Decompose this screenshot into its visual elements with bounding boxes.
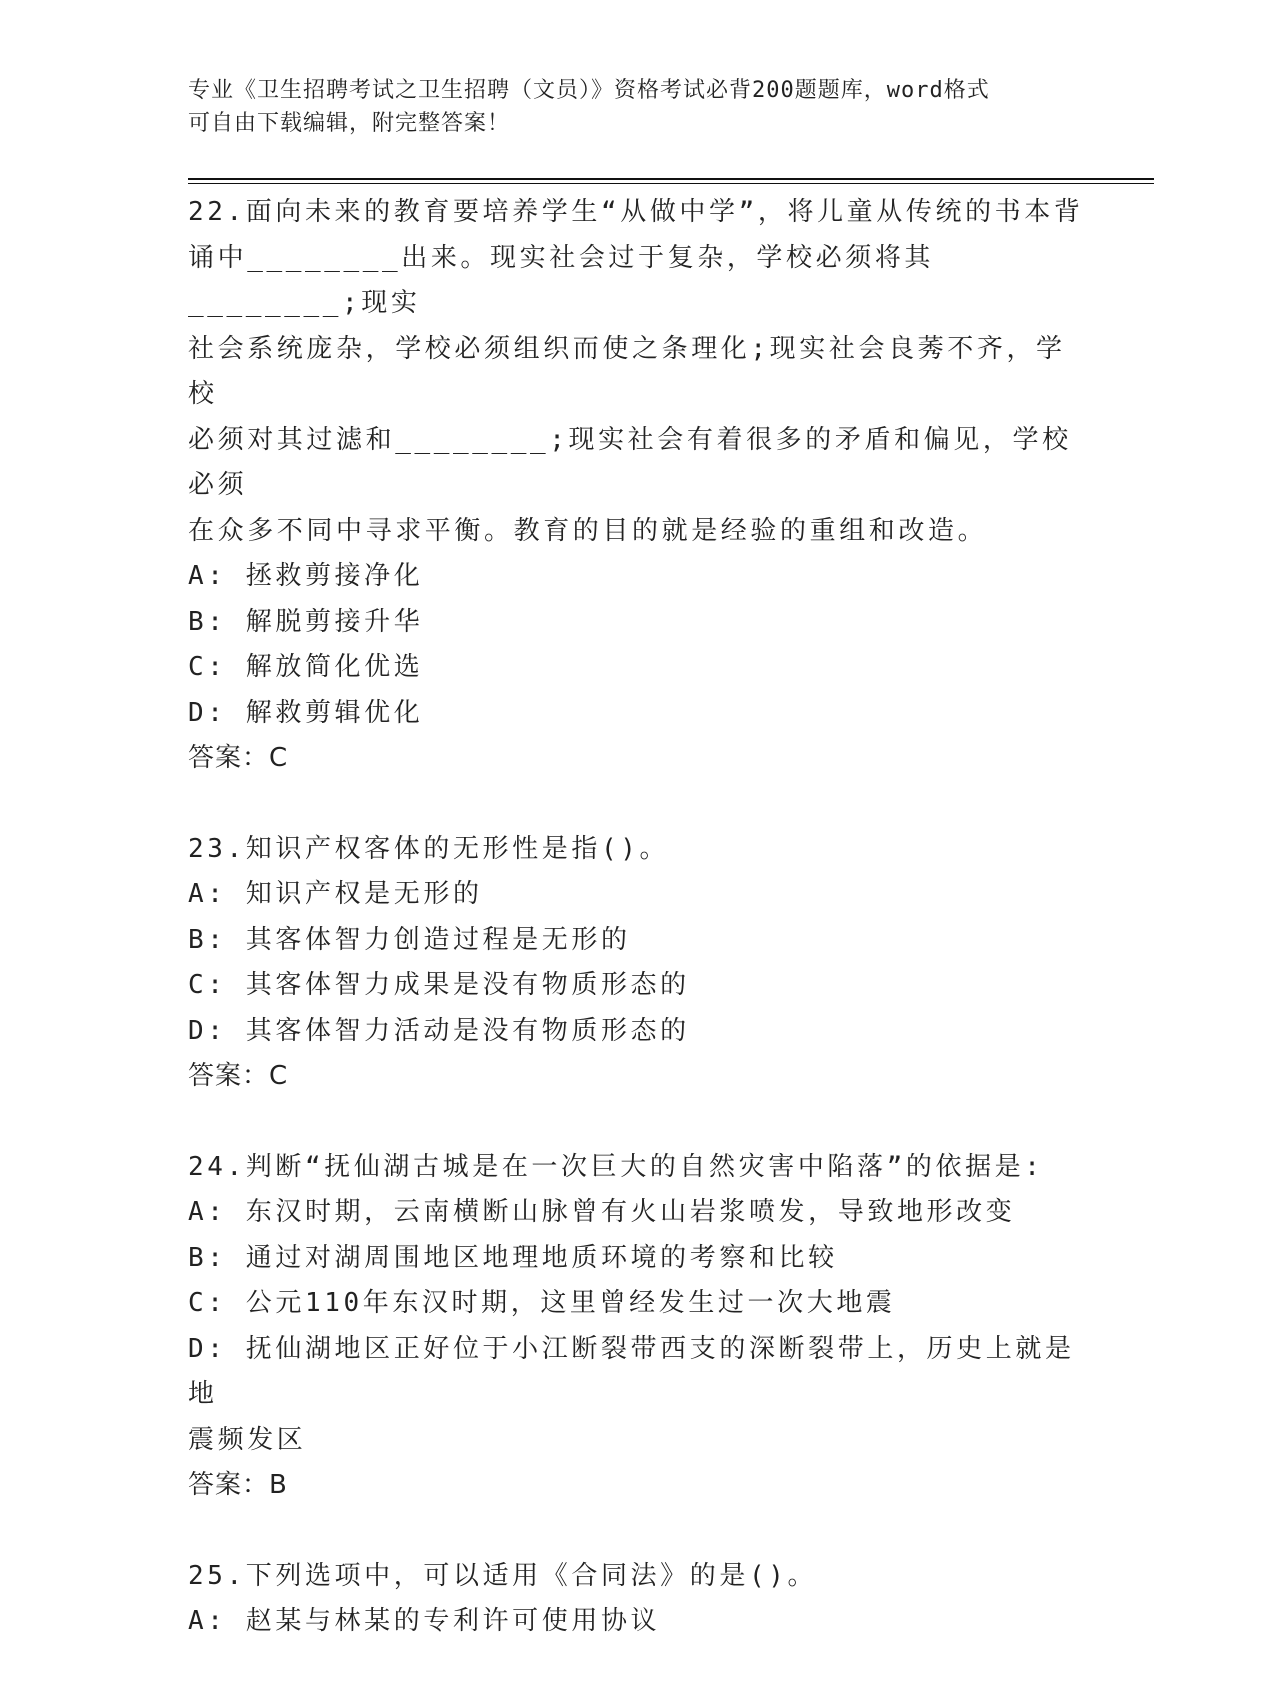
option-d-continued: 震频发区 bbox=[188, 1424, 307, 1455]
question-stem-line: 在众多不同中寻求平衡。教育的目的就是经验的重组和改造。 bbox=[188, 515, 988, 546]
answer-label: 答案：B bbox=[188, 1470, 288, 1500]
question-list bbox=[188, 190, 1088, 1690]
option-a: A: 知识产权是无形的 bbox=[188, 879, 483, 909]
option-c: C: 公元110年东汉时期，这里曾经发生过一次大地震 bbox=[188, 1288, 896, 1318]
question-stem-line: 必须对其过滤和________;现实社会有着很多的矛盾和偏见，学校必须 bbox=[188, 424, 1072, 500]
header-divider-thick bbox=[188, 178, 1154, 180]
option-c: C: 解放简化优选 bbox=[188, 652, 424, 682]
answer-label: 答案：C bbox=[188, 1061, 289, 1091]
option-b: B: 解脱剪接升华 bbox=[188, 606, 424, 637]
question-stem-line: 22.面向未来的教育要培养学生“从做中学”，将儿童从传统的书本背 bbox=[188, 197, 1084, 227]
option-b: B: 其客体智力创造过程是无形的 bbox=[188, 924, 631, 955]
question-22 bbox=[188, 190, 1088, 782]
option-a: A: 东汉时期，云南横断山脉曾有火山岩浆喷发，导致地形改变 bbox=[188, 1197, 1016, 1227]
question-23 bbox=[188, 827, 1088, 1100]
option-b: B: 通过对湖周围地区地理地质环境的考察和比较 bbox=[188, 1242, 838, 1273]
question-stem-line: 社会系统庞杂，学校必须组织而使之条理化;现实社会良莠不齐，学校 bbox=[188, 333, 1066, 409]
option-c: C: 其客体智力成果是没有物质形态的 bbox=[188, 970, 690, 1000]
question-stem-line: 25.下列选项中，可以适用《合同法》的是()。 bbox=[188, 1560, 818, 1591]
option-a: A: 拯救剪接净化 bbox=[188, 561, 424, 591]
option-d: D: 解救剪辑优化 bbox=[188, 697, 424, 728]
option-a: A: 赵某与林某的专利许可使用协议 bbox=[188, 1606, 661, 1636]
question-stem-line: 23.知识产权客体的无形性是指()。 bbox=[188, 833, 670, 864]
header-divider-thin bbox=[188, 183, 1154, 184]
question-stem-line: 诵中________出来。现实社会过于复杂，学校必须将其________;现实 bbox=[188, 242, 935, 318]
document-header: 专业《卫生招聘考试之卫生招聘（文员）》资格考试必背200题题库，word格式 可自由下载编辑，附完整答案！ bbox=[188, 78, 990, 136]
question-24 bbox=[188, 1145, 1088, 1509]
option-d: D: 其客体智力活动是没有物质形态的 bbox=[188, 1015, 690, 1046]
answer-label: 答案：C bbox=[188, 743, 289, 773]
option-d: D: 抚仙湖地区正好位于小江断裂带西支的深断裂带上，历史上就是地 bbox=[188, 1333, 1075, 1409]
question-stem-line: 24.判断“抚仙湖古城是在一次巨大的自然灾害中陷落”的依据是: bbox=[188, 1151, 1044, 1182]
question-25 bbox=[188, 1554, 1088, 1645]
